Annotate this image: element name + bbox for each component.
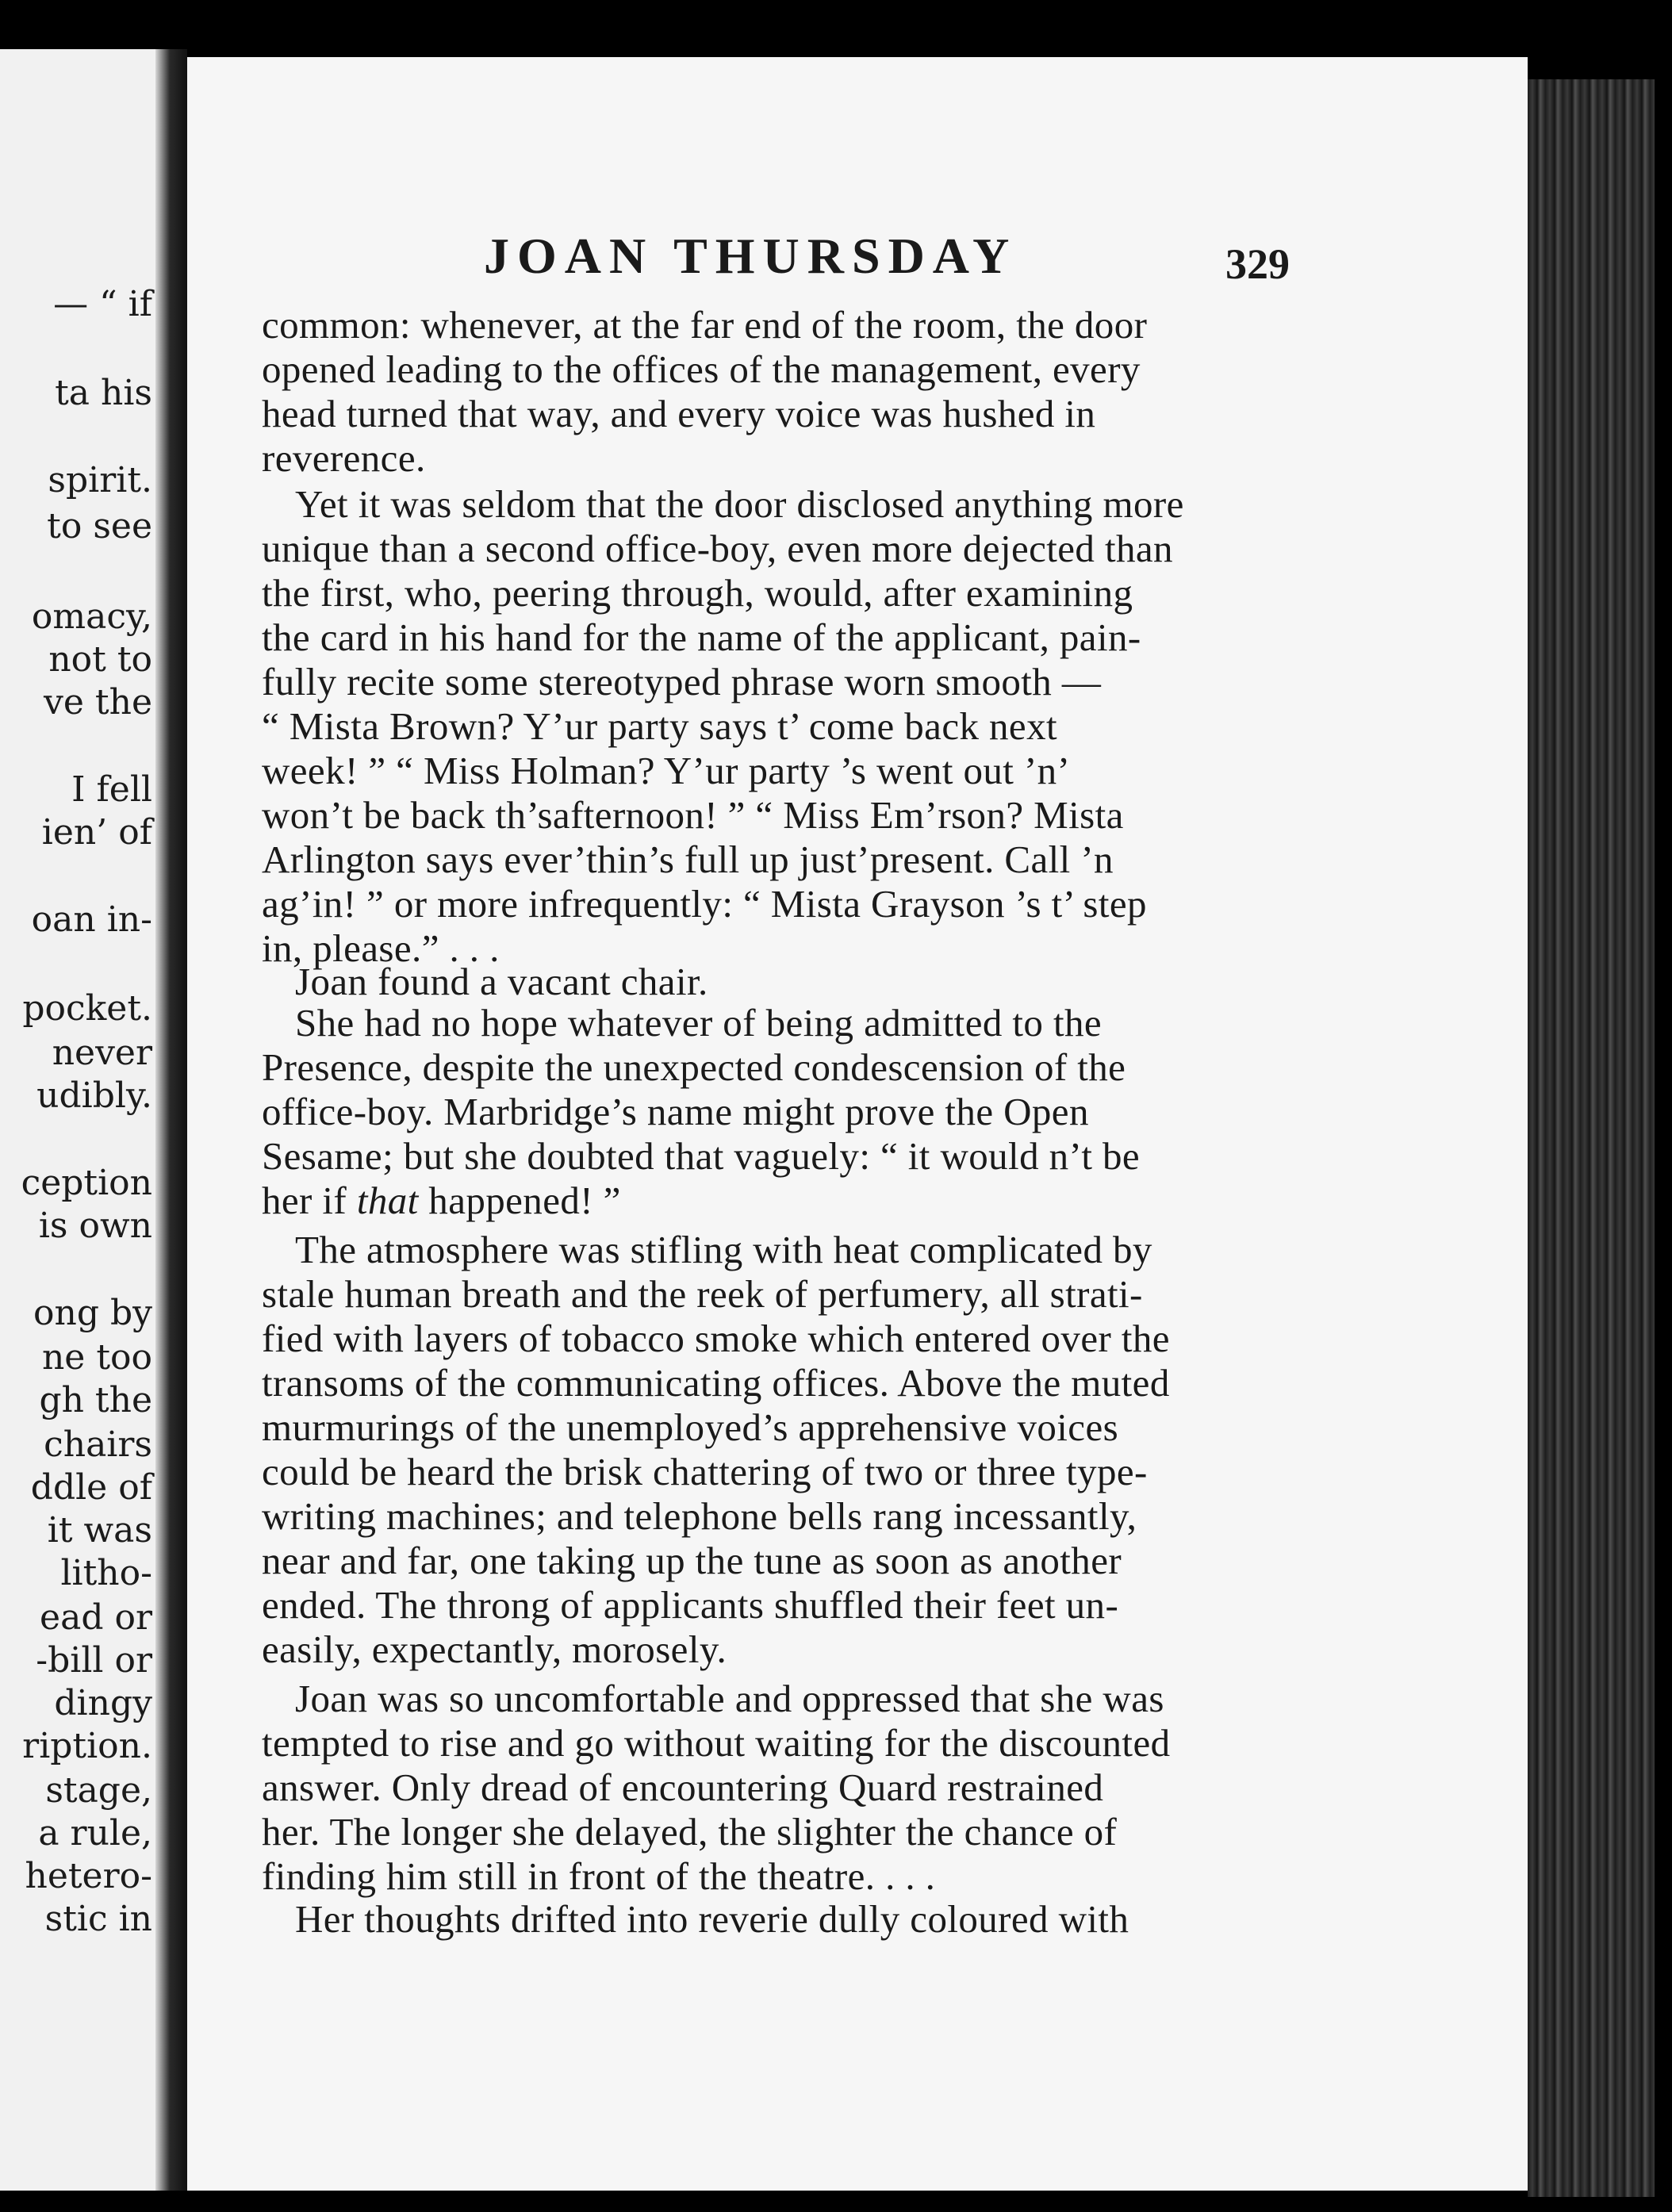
left-page-fragment: I fell — [71, 769, 152, 810]
page-edges — [1528, 79, 1655, 2197]
body-line: ended. The throng of applicants shuffled their feet un- — [262, 1583, 1119, 1627]
body-line: fied with layers of tobacco smoke which entered over the — [262, 1317, 1170, 1360]
body-line: Sesame; but she doubted that vaguely: “ it would n’t be — [262, 1134, 1141, 1178]
body-line: Yet it was seldom that the door disclosed anything more — [295, 482, 1184, 526]
book-gutter — [155, 49, 187, 2191]
left-page-fragment: ription. — [22, 1726, 152, 1766]
body-text: happened! ” — [428, 1179, 621, 1222]
body-line: transoms of the communicating offices. Above the muted — [262, 1361, 1170, 1405]
left-page-fragment: not to — [48, 639, 152, 680]
body-line: fully recite some stereotyped phrase worn smooth — — [262, 660, 1102, 703]
body-line: Joan found a vacant chair. — [295, 960, 708, 1003]
body-line: finding him still in front of the theatre. . . . — [262, 1854, 936, 1898]
left-page-fragment: it was — [47, 1510, 152, 1551]
left-page-fragment: ead or — [40, 1597, 152, 1638]
left-page-fragment: ong by — [33, 1293, 152, 1333]
body-line: Presence, despite the unexpected condescension of the — [262, 1045, 1126, 1089]
left-page-fragment: oan in- — [31, 899, 152, 940]
left-page-fragment: to see — [47, 506, 152, 546]
body-line: her. The longer she delayed, the slighter the chance of — [262, 1810, 1118, 1854]
body-line: won’t be back th’safternoon! ” “ Miss Em’rson? Mista — [262, 793, 1124, 837]
left-page-fragment: — “ if — [53, 284, 152, 324]
body-line: tempted to rise and go without waiting for the discounted — [262, 1721, 1171, 1765]
left-page-fragment: never — [52, 1033, 152, 1073]
italic-word: that — [356, 1179, 419, 1222]
body-line: week! ” “ Miss Holman? Y’ur party ’s went out ’n’ — [262, 749, 1071, 792]
body-line: head turned that way, and every voice was hushed in — [262, 392, 1096, 435]
body-line: common: whenever, at the far end of the room, the door — [262, 303, 1148, 347]
left-page-fragment: pocket. — [22, 988, 152, 1029]
body-line: easily, expectantly, morosely. — [262, 1627, 727, 1671]
body-line: Joan was so uncomfortable and oppressed that she was — [295, 1677, 1164, 1720]
left-facing-page — [0, 49, 176, 2191]
body-text: her if — [262, 1179, 347, 1222]
left-page-fragment: spirit. — [48, 460, 152, 500]
left-page-fragment: ception — [21, 1163, 152, 1203]
left-page-fragment: is own — [38, 1206, 152, 1246]
left-page-fragment: ien’ of — [41, 812, 152, 853]
body-line: She had no hope whatever of being admitted to the — [295, 1001, 1103, 1045]
body-line: writing machines; and telephone bells rang incessantly, — [262, 1494, 1137, 1538]
page-number: 329 — [1225, 240, 1290, 288]
body-line: The atmosphere was stifling with heat complicated by — [295, 1228, 1152, 1271]
left-page-fragment: a rule, — [38, 1813, 152, 1854]
left-page-fragment: ne too — [41, 1337, 152, 1378]
body-line: the first, who, peering through, would, after examining — [262, 571, 1133, 615]
left-page-fragment: ddle of — [30, 1467, 152, 1508]
body-line: Her thoughts drifted into reverie dully coloured with — [295, 1897, 1129, 1941]
left-page-fragment: stic in — [44, 1899, 152, 1939]
body-line: the card in his hand for the name of the applicant, pain- — [262, 615, 1141, 659]
body-line: ag’in! ” or more infrequently: “ Mista Grayson ’s t’ step — [262, 882, 1147, 926]
body-line: near and far, one taking up the tune as soon as another — [262, 1539, 1122, 1582]
body-line: stale human breath and the reek of perfumery, all strati- — [262, 1272, 1143, 1316]
left-page-fragment: litho- — [60, 1553, 152, 1593]
left-page-fragment: chairs — [44, 1424, 152, 1465]
left-page-fragment: ta his — [55, 373, 152, 413]
body-line: could be heard the brisk chattering of two or three type- — [262, 1450, 1148, 1493]
left-page-fragment: dingy — [54, 1683, 152, 1723]
body-line: reverence. — [262, 436, 426, 480]
body-line: “ Mista Brown? Y’ur party says t’ come back next — [262, 704, 1057, 748]
left-page-fragment: omacy, — [31, 596, 152, 637]
body-line-with-italic — [262, 1181, 1293, 1220]
body-line: opened leading to the offices of the management, every — [262, 347, 1141, 391]
left-page-fragment: hetero- — [25, 1856, 152, 1896]
left-page-fragment: udibly. — [36, 1075, 152, 1116]
left-page-fragment: -bill or — [36, 1640, 152, 1681]
body-line: answer. Only dread of encountering Quard restrained — [262, 1765, 1104, 1809]
body-line: Arlington says ever’thin’s full up just’present. Call ’n — [262, 838, 1114, 881]
body-line: in, please.” . . . — [262, 926, 500, 970]
body-line: murmurings of the unemployed’s apprehensive voices — [262, 1405, 1119, 1449]
body-line: office-boy. Marbridge’s name might prove the Open — [262, 1090, 1089, 1133]
left-page-fragment: gh the — [39, 1380, 152, 1420]
body-line: unique than a second office-boy, even more dejected than — [262, 527, 1173, 570]
left-page-fragment: ve the — [44, 682, 152, 723]
running-head-title: JOAN THURSDAY — [484, 228, 1018, 284]
left-page-fragment: stage, — [45, 1770, 152, 1811]
